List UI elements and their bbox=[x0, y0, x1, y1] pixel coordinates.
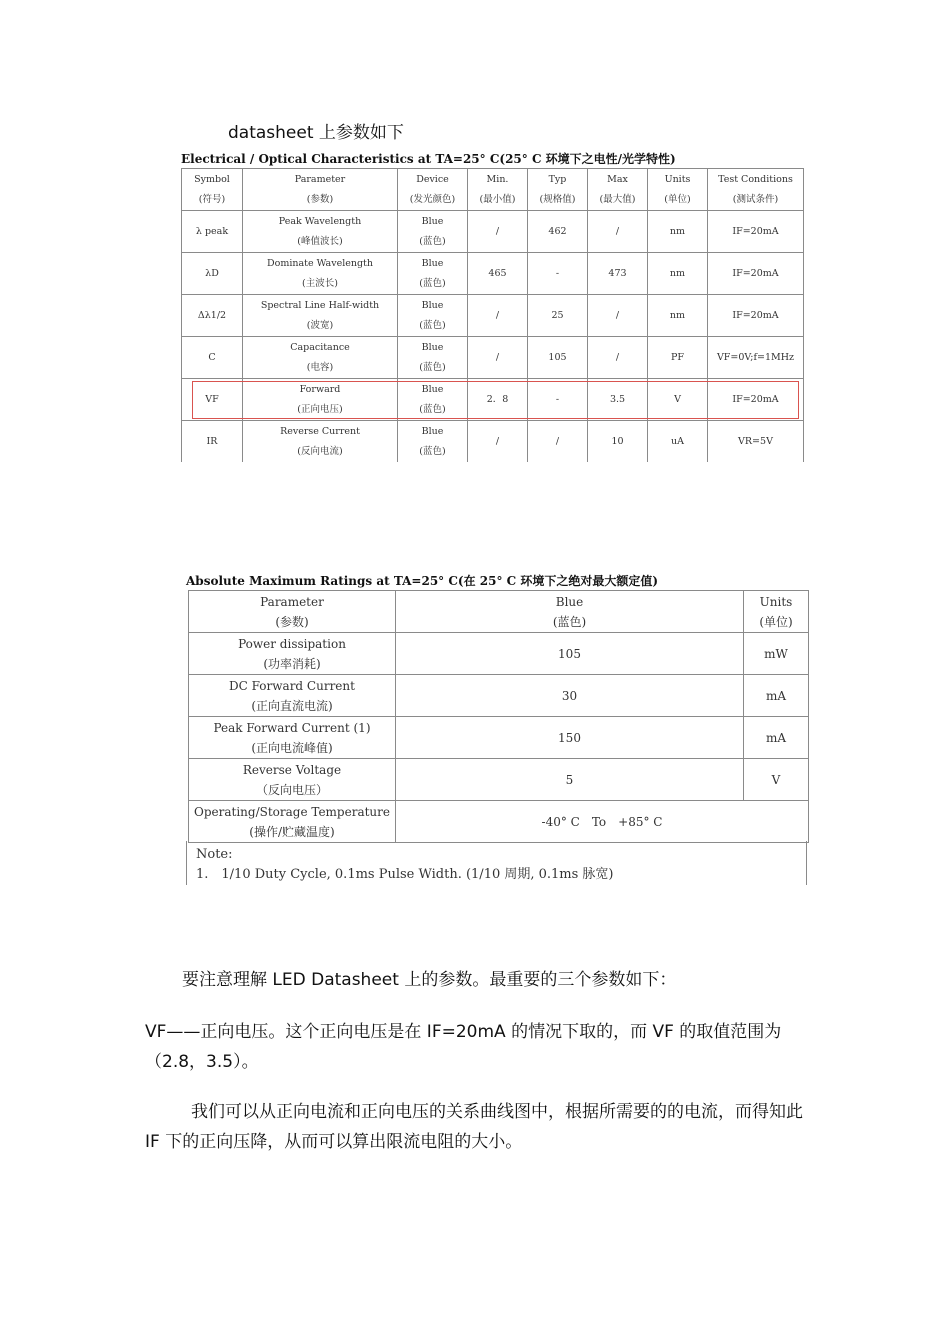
header-cell: Device (发光颜色) bbox=[398, 169, 468, 211]
value-cell: 150 bbox=[396, 717, 744, 759]
max-cell: / bbox=[588, 337, 648, 379]
table-row bbox=[189, 759, 809, 801]
max-cell: 10 bbox=[588, 421, 648, 463]
value-cell: -40° C To +85° C bbox=[396, 801, 809, 843]
units-cell: nm bbox=[648, 211, 708, 253]
symbol-cell: λD bbox=[182, 253, 243, 295]
parameter-cell: Operating/Storage Temperature (操作/贮藏温度) bbox=[189, 801, 396, 843]
header-cell: Test Conditions (测试条件) bbox=[708, 169, 804, 211]
symbol-cell: Δλ1/2 bbox=[182, 295, 243, 337]
typ-cell: - bbox=[528, 253, 588, 295]
paragraph-1: 要注意理解 LED Datasheet 上的参数。最重要的三个参数如下： bbox=[182, 970, 677, 990]
header-cell: Typ (规格值) bbox=[528, 169, 588, 211]
header-cell: Max (最大值) bbox=[588, 169, 648, 211]
min-cell: / bbox=[468, 211, 528, 253]
parameter-cell: Peak Forward Current (1) (正向电流峰值) bbox=[189, 717, 396, 759]
units-cell: PF bbox=[648, 337, 708, 379]
absolute-max-ratings-table bbox=[188, 590, 809, 843]
vf-highlight-box bbox=[192, 381, 799, 419]
parameter-cell: Power dissipation (功率消耗) bbox=[189, 633, 396, 675]
table-row bbox=[189, 801, 809, 843]
table-row bbox=[189, 717, 809, 759]
device-cell: Blue (蓝色) bbox=[398, 253, 468, 295]
scan-crop-edge bbox=[180, 462, 806, 468]
parameter-cell: DC Forward Current (正向直流电流) bbox=[189, 675, 396, 717]
condition-cell: IF=20mA bbox=[708, 295, 804, 337]
condition-cell: VR=5V bbox=[708, 421, 804, 463]
value-cell: 105 bbox=[396, 633, 744, 675]
table-row bbox=[182, 295, 804, 337]
table2-note bbox=[196, 845, 614, 885]
units-cell: V bbox=[744, 759, 809, 801]
paragraph-3: 我们可以从正向电流和正向电压的关系曲线图中，根据所需要的的电流，而得知此 IF 下的正向压降，从而可以算出限流电阻的大小。 bbox=[145, 1102, 803, 1152]
symbol-cell: λ peak bbox=[182, 211, 243, 253]
note-left-border bbox=[186, 841, 187, 885]
symbol-cell: VF bbox=[182, 379, 243, 421]
typ-cell: 25 bbox=[528, 295, 588, 337]
header-cell: Parameter (参数) bbox=[243, 169, 398, 211]
paragraph-2: VF——正向电压。这个正向电压是在 IF=20mA 的情况下取的，而 VF 的取值范围为（2.8，3.5）。 bbox=[145, 1022, 782, 1072]
parameter-cell: Peak Wavelength (峰值波长) bbox=[243, 211, 398, 253]
table-row bbox=[189, 633, 809, 675]
condition-cell: IF=20mA bbox=[708, 253, 804, 295]
table2-title: Absolute Maximum Ratings at TA=25° C(在 25° C 环境下之绝对最大额定值) bbox=[186, 574, 659, 588]
value-cell: 30 bbox=[396, 675, 744, 717]
min-cell: 465 bbox=[468, 253, 528, 295]
table-header-row bbox=[182, 169, 804, 211]
intro-text: datasheet 上参数如下 bbox=[228, 123, 404, 143]
symbol-cell: C bbox=[182, 337, 243, 379]
header-cell: Units (单位) bbox=[648, 169, 708, 211]
typ-cell: 105 bbox=[528, 337, 588, 379]
condition-cell: IF=20mA bbox=[708, 211, 804, 253]
min-cell: / bbox=[468, 421, 528, 463]
units-cell: nm bbox=[648, 295, 708, 337]
table-row bbox=[182, 421, 804, 463]
parameter-cell: Capacitance (电容) bbox=[243, 337, 398, 379]
max-cell: 473 bbox=[588, 253, 648, 295]
units-cell: mA bbox=[744, 675, 809, 717]
header-cell: Symbol (符号) bbox=[182, 169, 243, 211]
table-row bbox=[182, 211, 804, 253]
condition-cell: IF=20mA bbox=[708, 379, 804, 421]
min-cell: 2．8 bbox=[468, 379, 528, 421]
typ-cell: 462 bbox=[528, 211, 588, 253]
parameter-cell: Dominate Wavelength (主波长) bbox=[243, 253, 398, 295]
condition-cell: VF=0V;f=1MHz bbox=[708, 337, 804, 379]
units-cell: nm bbox=[648, 253, 708, 295]
min-cell: / bbox=[468, 295, 528, 337]
typ-cell: / bbox=[528, 421, 588, 463]
parameter-cell: Reverse Current (反向电流) bbox=[243, 421, 398, 463]
table-row bbox=[182, 337, 804, 379]
typ-cell: - bbox=[528, 379, 588, 421]
max-cell: / bbox=[588, 211, 648, 253]
units-cell: mW bbox=[744, 633, 809, 675]
symbol-cell: IR bbox=[182, 421, 243, 463]
parameter-cell: Reverse Voltage （反向电压） bbox=[189, 759, 396, 801]
max-cell: 3.5 bbox=[588, 379, 648, 421]
table1-title: Electrical / Optical Characteristics at TA=25° C(25° C 环境下之电性/光学特性) bbox=[181, 152, 676, 166]
units-cell: uA bbox=[648, 421, 708, 463]
note-title: Note: bbox=[196, 847, 233, 862]
parameter-cell: Forward (正向电压) bbox=[243, 379, 398, 421]
device-cell: Blue (蓝色) bbox=[398, 211, 468, 253]
header-cell: Parameter (参数) bbox=[189, 591, 396, 633]
units-cell: mA bbox=[744, 717, 809, 759]
table-row bbox=[189, 675, 809, 717]
parameter-cell: Spectral Line Half-width (波宽) bbox=[243, 295, 398, 337]
note-item: 1. 1/10 Duty Cycle, 0.1ms Pulse Width. (1/10 周期, 0.1ms 脉宽) bbox=[196, 867, 614, 882]
max-cell: / bbox=[588, 295, 648, 337]
table-row bbox=[182, 253, 804, 295]
header-cell: Min. (最小值) bbox=[468, 169, 528, 211]
table-header-row bbox=[189, 591, 809, 633]
header-cell: Units (单位) bbox=[744, 591, 809, 633]
device-cell: Blue (蓝色) bbox=[398, 295, 468, 337]
device-cell: Blue (蓝色) bbox=[398, 379, 468, 421]
min-cell: / bbox=[468, 337, 528, 379]
value-cell: 5 bbox=[396, 759, 744, 801]
note-right-border bbox=[806, 841, 807, 885]
units-cell: V bbox=[648, 379, 708, 421]
device-cell: Blue (蓝色) bbox=[398, 337, 468, 379]
header-cell: Blue (蓝色) bbox=[396, 591, 744, 633]
device-cell: Blue (蓝色) bbox=[398, 421, 468, 463]
